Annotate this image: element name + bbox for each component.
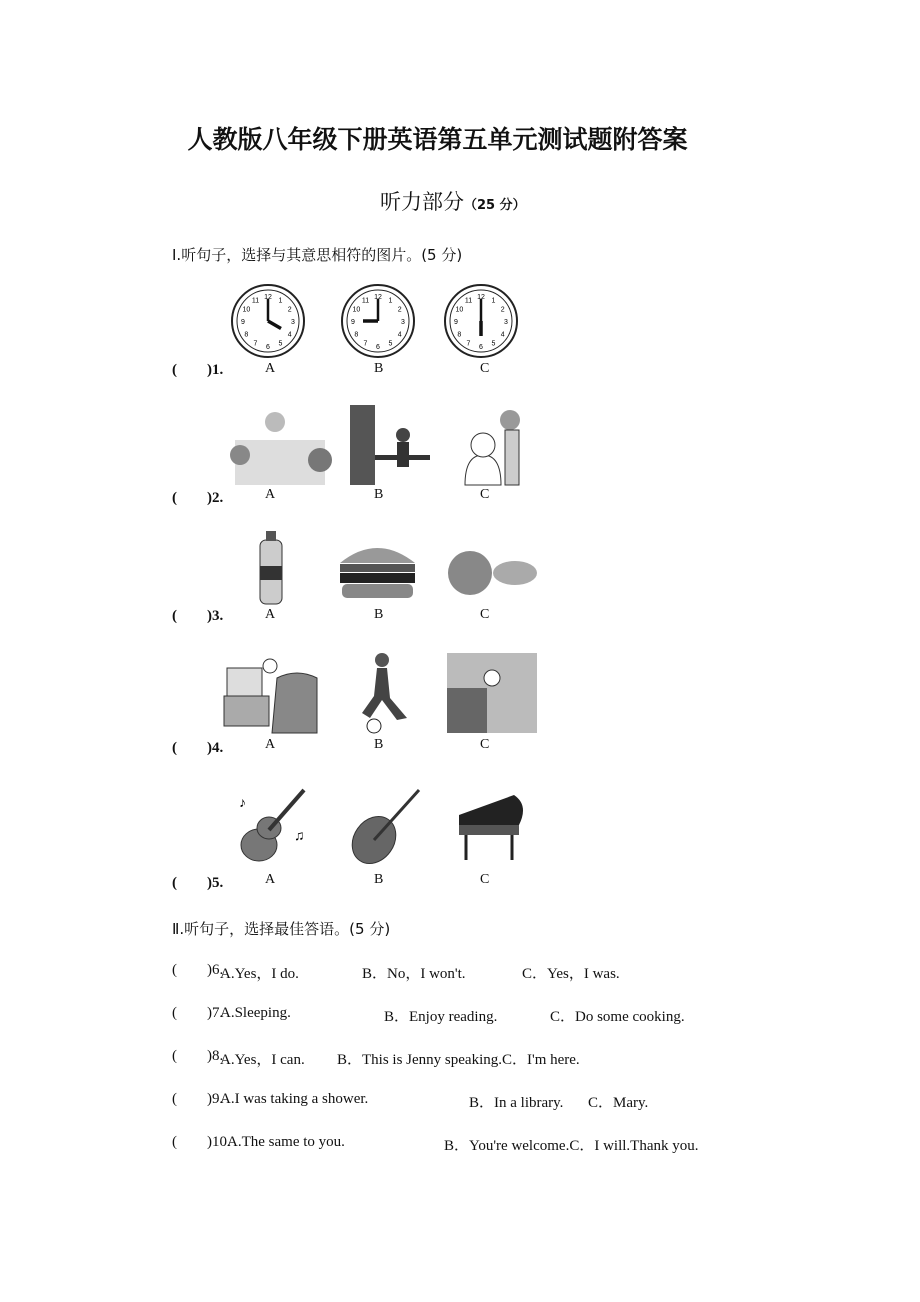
svg-text:6: 6 — [266, 344, 270, 351]
svg-text:8: 8 — [354, 331, 359, 339]
question-7-number: ( )7. — [172, 1005, 224, 1021]
svg-text:12: 12 — [374, 294, 382, 301]
gardening-picture — [230, 412, 332, 485]
option-label: A — [265, 737, 276, 752]
svg-text:10: 10 — [455, 306, 464, 314]
option-b: B．You're welcome. — [444, 1138, 570, 1154]
listening-label: 听力部分 — [380, 190, 464, 214]
option-a: A.I was taking a shower. — [220, 1091, 369, 1107]
svg-text:2: 2 — [500, 306, 505, 314]
option-c: C．Yes，I was. — [522, 966, 620, 982]
svg-text:3: 3 — [401, 319, 405, 326]
question-3-number: ( )3. — [172, 608, 224, 624]
section1-heading: Ⅰ.听句子，选择与其意思相符的图片。(5 分) — [172, 246, 463, 264]
option-c: C．Mary. — [588, 1095, 649, 1111]
svg-text:11: 11 — [361, 297, 370, 305]
section2-heading: Ⅱ.听句子，选择最佳答语。(5 分) — [172, 920, 391, 938]
svg-text:9: 9 — [454, 319, 458, 326]
svg-text:12: 12 — [477, 294, 485, 301]
desk-picture — [350, 405, 430, 485]
q2-pictures — [225, 400, 545, 490]
option-c: C．Do some cooking. — [550, 1009, 685, 1025]
svg-text:10: 10 — [352, 306, 361, 314]
section-heading-listening — [380, 186, 526, 216]
svg-text:2: 2 — [397, 306, 402, 314]
svg-text:11: 11 — [251, 297, 260, 305]
option-c: C．I will.Thank you. — [569, 1138, 699, 1154]
clock-icon — [445, 285, 517, 357]
svg-text:11: 11 — [464, 297, 473, 305]
listening-score: （25 分） — [464, 198, 526, 213]
svg-text:4: 4 — [397, 331, 402, 339]
haircut-picture — [465, 410, 520, 485]
option-label: B — [374, 607, 384, 622]
svg-text:1: 1 — [388, 297, 393, 305]
question-6-number: ( )6. — [172, 962, 224, 978]
option-label: C — [480, 737, 490, 752]
cello-picture — [343, 790, 419, 870]
option-label: B — [374, 737, 384, 752]
svg-text:3: 3 — [291, 319, 295, 326]
svg-text:7: 7 — [466, 340, 471, 348]
svg-text:8: 8 — [457, 331, 462, 339]
option-label: C — [480, 872, 490, 887]
option-b: B．In a library. — [469, 1095, 564, 1111]
classroom-picture — [447, 653, 537, 733]
question-10-number: ( )10. — [172, 1134, 231, 1150]
svg-text:1: 1 — [278, 297, 283, 305]
question-5-number: ( )5. — [172, 875, 224, 891]
option-a: A.Yes，I can. — [220, 1052, 305, 1068]
q4-pictures — [222, 648, 542, 736]
piano-picture — [459, 795, 523, 860]
option-label: C — [480, 487, 490, 502]
hamburger-picture — [340, 548, 415, 598]
option-label: B — [374, 487, 384, 502]
q5-pictures — [234, 785, 534, 870]
question-4-number: ( )4. — [172, 740, 224, 756]
svg-text:4: 4 — [287, 331, 292, 339]
option-label: B — [374, 361, 384, 376]
document-title: 人教版八年级下册英语第五单元测试题附答案 — [187, 125, 688, 154]
svg-text:2: 2 — [287, 306, 292, 314]
svg-text:12: 12 — [264, 294, 272, 301]
option-b: B．This is Jenny speaking. — [337, 1052, 502, 1068]
clock-icon — [232, 285, 304, 357]
apple-picture — [448, 551, 537, 595]
option-label: A — [265, 361, 276, 376]
option-label: B — [374, 872, 384, 887]
option-label: A — [265, 487, 276, 502]
question-8-number: ( )8. — [172, 1048, 224, 1064]
svg-text:5: 5 — [388, 340, 393, 348]
svg-text:♫: ♫ — [294, 829, 305, 844]
option-a: A.The same to you. — [227, 1134, 345, 1150]
svg-text:9: 9 — [241, 319, 245, 326]
svg-text:3: 3 — [504, 319, 508, 326]
clock-icon — [342, 285, 414, 357]
svg-text:1: 1 — [491, 297, 496, 305]
question-2-number: ( )2. — [172, 490, 224, 506]
question-9-number: ( )9. — [172, 1091, 224, 1107]
water-bottle-picture — [260, 531, 282, 604]
svg-text:4: 4 — [500, 331, 505, 339]
svg-text:6: 6 — [479, 344, 483, 351]
playing-soccer-picture — [362, 653, 407, 733]
svg-text:9: 9 — [351, 319, 355, 326]
option-label: C — [480, 361, 490, 376]
svg-text:5: 5 — [491, 340, 496, 348]
option-a: A.Sleeping. — [220, 1005, 291, 1021]
option-b: B．No，I won't. — [362, 966, 466, 982]
option-b-c — [337, 1048, 580, 1069]
guitar-picture — [239, 790, 305, 861]
watching-tv-picture — [224, 659, 317, 733]
svg-text:8: 8 — [244, 331, 249, 339]
svg-text:7: 7 — [363, 340, 368, 348]
svg-text:10: 10 — [242, 306, 251, 314]
option-label: C — [480, 607, 490, 622]
option-b: B．Enjoy reading. — [384, 1009, 498, 1025]
option-b-c — [444, 1134, 699, 1155]
svg-text:7: 7 — [253, 340, 258, 348]
clock-pictures — [230, 283, 530, 361]
option-label: A — [265, 872, 276, 887]
q3-pictures — [255, 528, 545, 608]
option-c: C．I'm here. — [502, 1052, 580, 1068]
svg-text:5: 5 — [278, 340, 283, 348]
svg-text:♪: ♪ — [239, 796, 246, 811]
question-1-number: ( )1. — [172, 362, 224, 378]
option-label: A — [265, 607, 276, 622]
svg-text:6: 6 — [376, 344, 380, 351]
option-a: A.Yes，I do. — [220, 966, 299, 982]
